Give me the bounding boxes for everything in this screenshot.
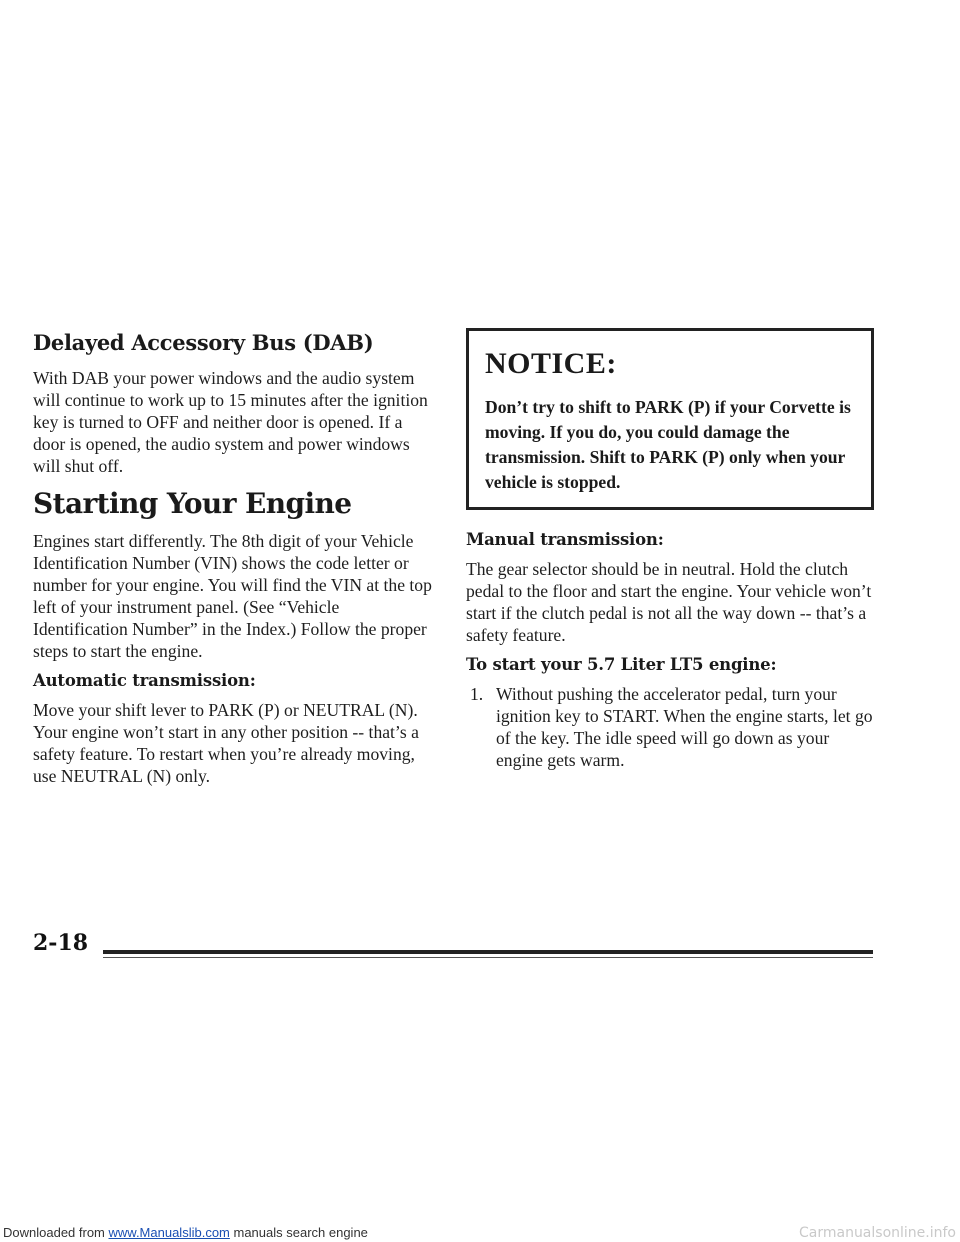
step-number: 1. — [470, 684, 484, 704]
banner-suffix: manuals search engine — [229, 1225, 368, 1240]
automatic-transmission-paragraph: Move your shift lever to PARK (P) or NEUTRAL (N). Your engine won’t start in any other position -- that’s a safety feature. To restart when you’re already moving, use NEUTRAL (N) only. — [33, 700, 419, 786]
left-column — [33, 330, 433, 793]
banner-prefix: Downloaded from — [3, 1225, 109, 1240]
download-banner — [0, 1224, 960, 1242]
section-heading: Starting Your Engine — [33, 487, 352, 520]
notice-box — [466, 328, 874, 510]
right-column — [466, 328, 874, 777]
footer-rule — [103, 950, 873, 954]
manualslib-link[interactable]: www.Manualslib.com — [108, 1225, 230, 1240]
list-item — [466, 683, 874, 771]
notice-title: NOTICE: — [485, 347, 617, 380]
page-number: 2-18 — [33, 930, 89, 956]
dab-heading: Delayed Accessory Bus (DAB) — [33, 330, 374, 355]
notice-text: Don’t try to shift to PARK (P) if your Corvette is moving. If you do, you could damage the transmission. Shift to PARK (P) only when your vehicle is stopped. — [485, 397, 851, 492]
footer-rule-thin — [103, 957, 873, 958]
banner-text — [3, 1224, 368, 1242]
manual-transmission-paragraph: The gear selector should be in neutral. Hold the clutch pedal to the floor and start the engine. Your vehicle won’t start if the clutch pedal is not all the way down -- that’s a safety feature. — [466, 559, 872, 645]
automatic-transmission-heading: Automatic transmission: — [33, 671, 256, 690]
dab-paragraph: With DAB your power windows and the audio system will continue to work up to 15 minutes after the ignition key is turned to OFF and neither door is opened. If a door is opened, the audio system and power windows will shut off. — [33, 368, 428, 476]
lt5-heading: To start your 5.7 Liter LT5 engine: — [466, 655, 777, 674]
start-steps-list — [466, 683, 874, 771]
manual-transmission-heading: Manual transmission: — [466, 530, 664, 549]
step-text: Without pushing the accelerator pedal, turn your ignition key to START. When the engine starts, let go of the key. The idle speed will go down as your engine gets warm. — [496, 684, 873, 770]
engines-paragraph: Engines start differently. The 8th digit of your Vehicle Identification Number (VIN) shows the code letter or number for your engine. You will find the VIN at the top left of your instrument panel. (See “Vehicle Identification Number” in the Index.) Follow the proper steps to start the engine. — [33, 531, 432, 661]
watermark: Carmanualsonline.info — [798, 1225, 956, 1241]
